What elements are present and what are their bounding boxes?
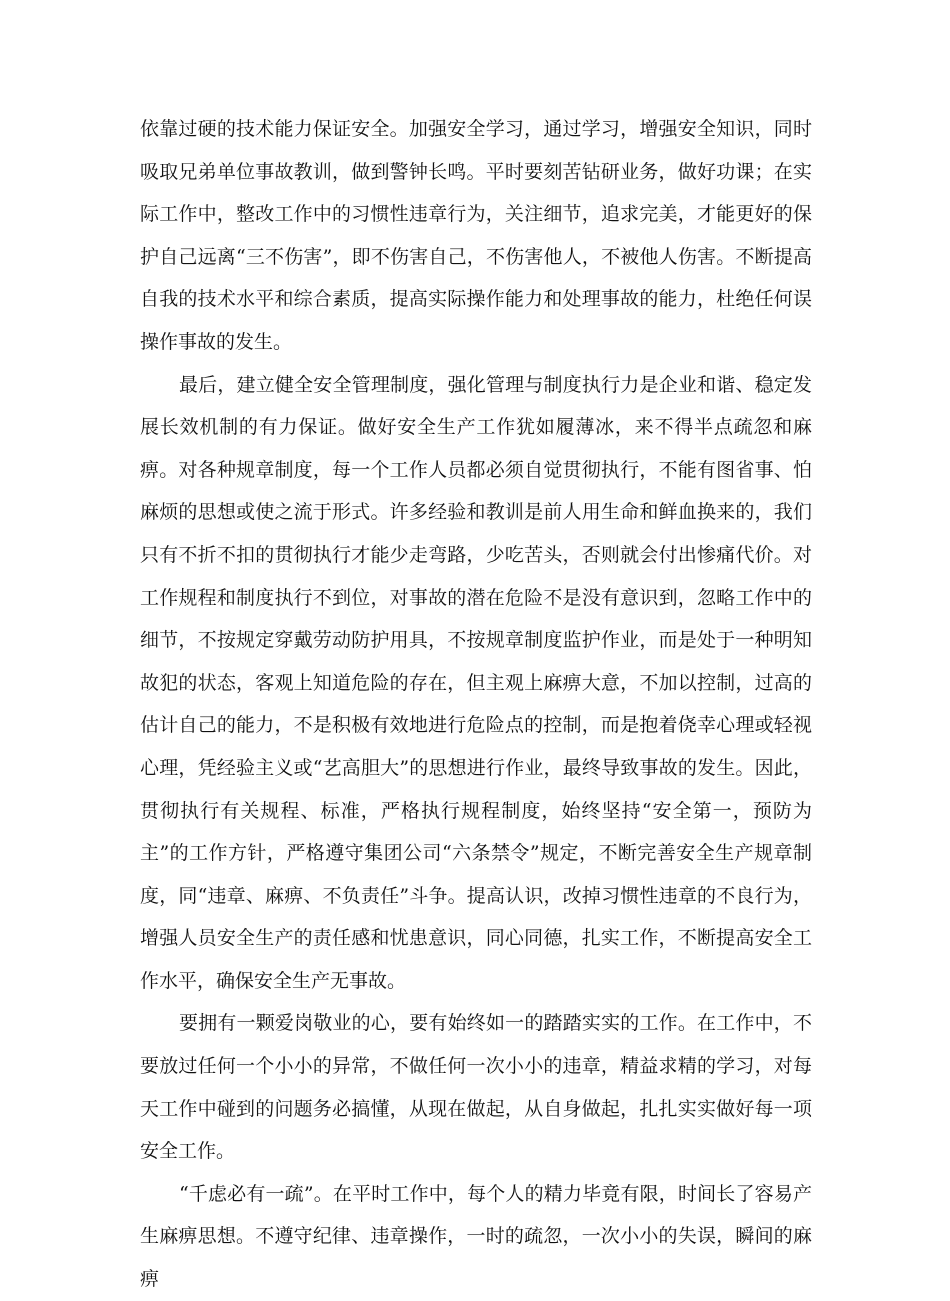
paragraph-2: 最后，建立健全安全管理制度，强化管理与制度执行力是企业和谐、稳定发展长效机制的有力保证。做好安全生产工作犹如履薄冰，来不得半点疏忽和麻痹。对各种规章制度，每一个工作人员都必须自觉贯彻执行，不能有图省事、怕麻烦的思想或使之流于形式。许多经验和教训是前人用生命和鲜血换来的，我们只有不折不扣的贯彻执行才能少走弯路，少吃苦头，否则就会付出惨痛代价。对工作规程和制度执行不到位，对事故的潜在危险不是没有意识到，忽略工作中的细节，不按规定穿戴劳动防护用具，不按规章制度监护作业，而是处于一种明知故犯的状态，客观上知道危险的存在，但主观上麻痹大意，不加以控制，过高的估计自己的能力，不是积极有效地进行危险点的控制，而是抱着侥幸心理或轻视心理，凭经验主义或“艺高胆大”的思想进行作业，最终导致事故的发生。因此，贯彻执行有关规程、标准，严格执行规程制度，始终坚持“安全第一，预防为主”的工作方针，严格遵守集团公司“六条禁令”规定，不断完善安全生产规章制度，同“违章、麻痹、不负责任”斗争。提高认识，改掉习惯性违章的不良行为，增强人员安全生产的责任感和忧患意识，同心同德，扎实工作，不断提高安全工作水平，确保安全生产无事故。 — [140, 373, 812, 992]
document-body — [140, 108, 812, 1301]
paragraph-1: 依靠过硬的技术能力保证安全。加强安全学习，通过学习，增强安全知识，同时吸取兄弟单位事故教训，做到警钟长鸣。平时要刻苦钻研业务，做好功课；在实际工作中，整改工作中的习惯性违章行为，关注细节，追求完美，才能更好的保护自己远离“三不伤害”，即不伤害自己，不伤害他人，不被他人伤害。不断提高自我的技术水平和综合素质，提高实际操作能力和处理事故的能力，杜绝任何误操作事故的发生。 — [140, 118, 812, 353]
paragraph-4: “千虑必有一疏”。在平时工作中，每个人的精力毕竟有限，时间长了容易产生麻痹思想。不遵守纪律、违章操作，一时的疏忽，一次小小的失误，瞬间的麻痹 — [140, 1182, 812, 1291]
paragraph-3: 要拥有一颗爱岗敬业的心，要有始终如一的踏踏实实的工作。在工作中，不要放过任何一个小小的异常，不做任何一次小小的违章，精益求精的学习，对每天工作中碰到的问题务必搞懂，从现在做起，从自身做起，扎扎实实做好每一项安全工作。 — [140, 1012, 812, 1163]
